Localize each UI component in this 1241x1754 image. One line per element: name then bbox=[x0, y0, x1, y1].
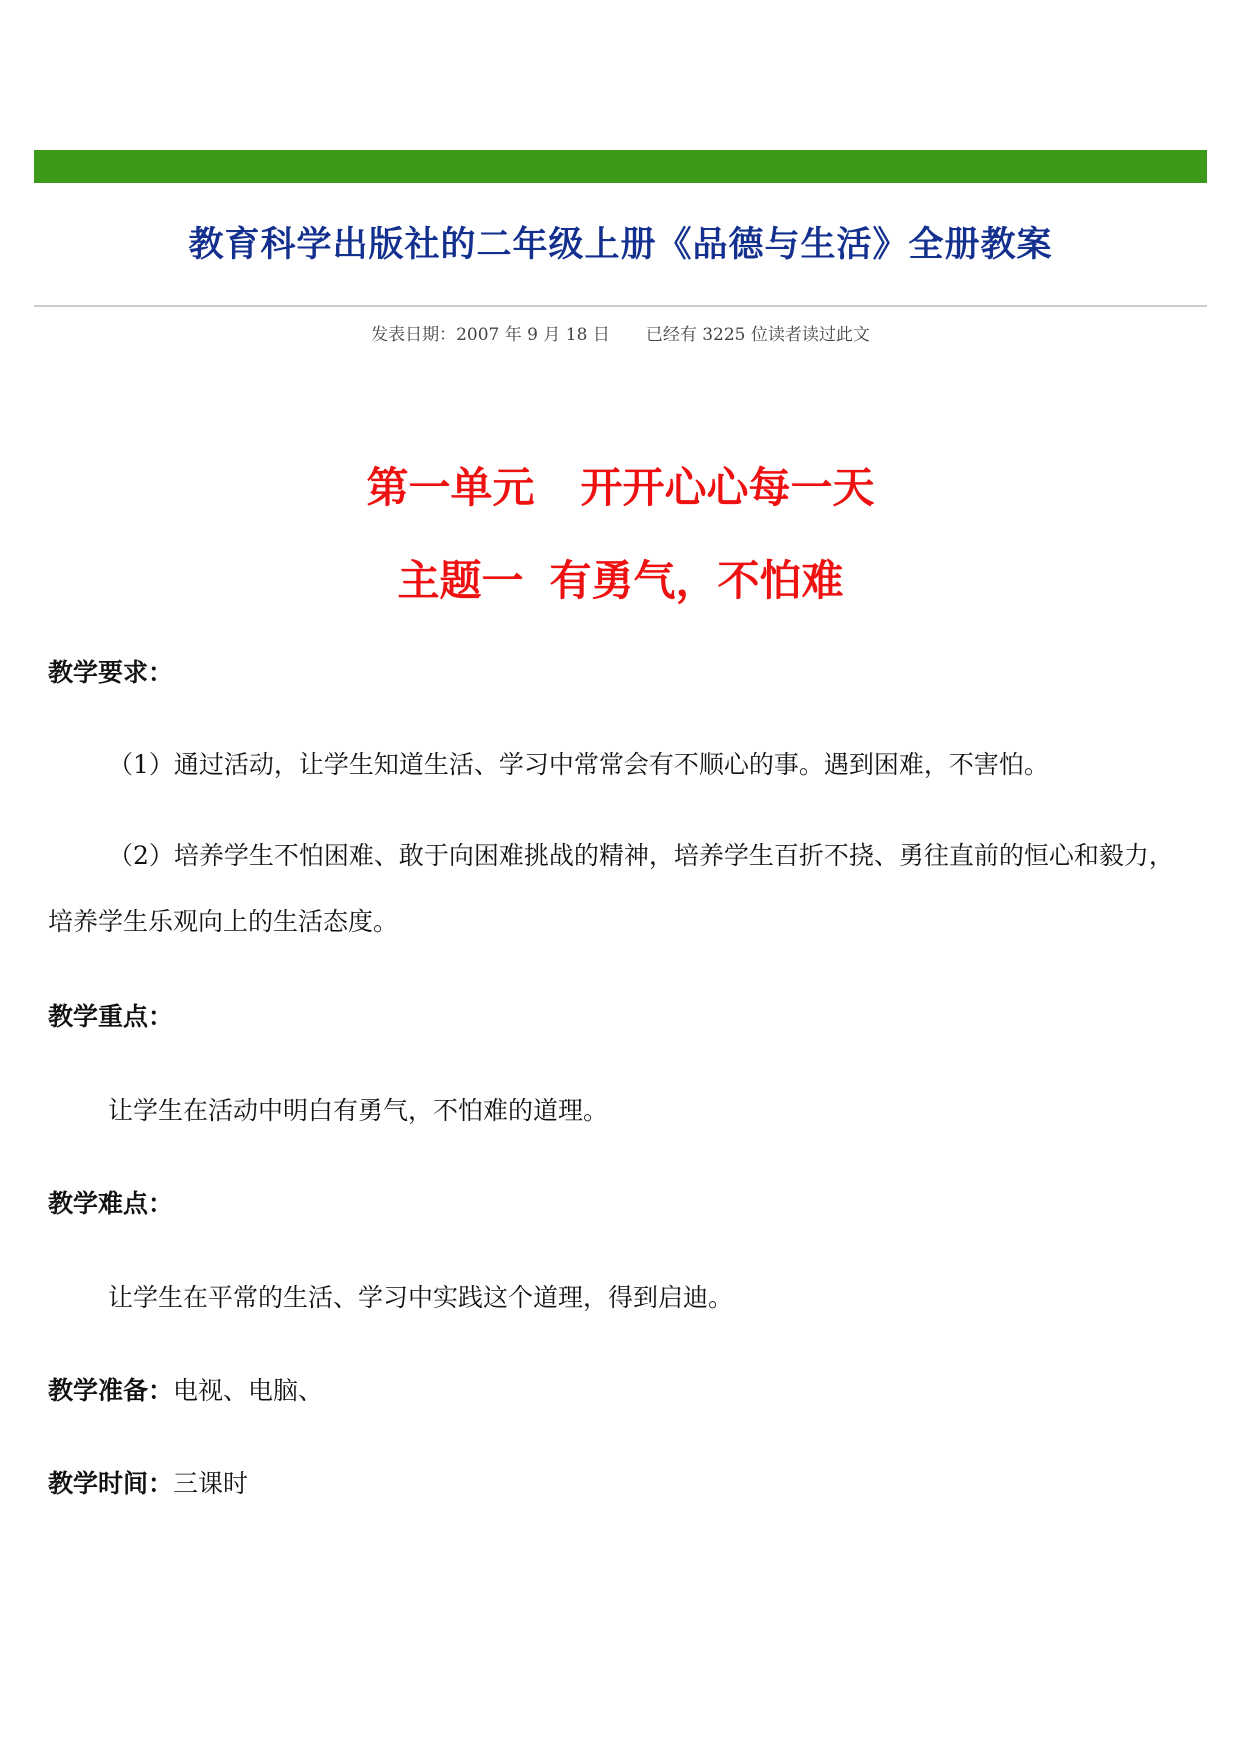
time-value: 三课时 bbox=[173, 1469, 249, 1498]
requirement-item-1: （1）通过活动，让学生知道生活、学习中常常会有不顺心的事。遇到困难，不害怕。 bbox=[108, 750, 1049, 779]
difficulties-heading: 教学难点： bbox=[48, 1189, 174, 1218]
document-title: 教育科学出版社的二年级上册《品德与生活》全册教案 bbox=[188, 224, 1053, 265]
publish-date: 发表日期：2007 年 9 月 18 日 bbox=[371, 325, 610, 345]
theme-title bbox=[0, 553, 1241, 609]
requirements-heading: 教学要求： bbox=[48, 658, 174, 687]
time-heading: 教学时间： bbox=[48, 1469, 174, 1498]
key-points-text: 让学生在活动中明白有勇气，不怕难的道理。 bbox=[108, 1096, 609, 1125]
preparation-line bbox=[48, 1373, 323, 1409]
preparation-value: 电视、电脑、 bbox=[173, 1376, 324, 1405]
key-points-heading: 教学重点： bbox=[48, 1002, 174, 1031]
header-green-bar bbox=[34, 150, 1207, 183]
title-divider bbox=[34, 305, 1207, 307]
unit-name: 开开心心每一天 bbox=[580, 463, 875, 512]
reader-count: 已经有 3225 位读者读过此文 bbox=[645, 325, 870, 345]
theme-label: 主题一 bbox=[397, 556, 524, 605]
unit-label: 第一单元 bbox=[366, 463, 535, 512]
difficulties-text: 让学生在平常的生活、学习中实践这个道理，得到启迪。 bbox=[108, 1283, 734, 1312]
requirement-item-2: （2）培养学生不怕困难、敢于向困难挑战的精神，培养学生百折不挠、勇往直前的恒心和毅力，培养学生乐观向上的生活态度。 bbox=[48, 841, 1174, 936]
time-line bbox=[48, 1466, 248, 1502]
preparation-heading: 教学准备： bbox=[48, 1376, 174, 1405]
article-meta bbox=[0, 323, 1241, 347]
unit-title bbox=[0, 460, 1241, 516]
theme-name: 有勇气，不怕难 bbox=[549, 556, 844, 605]
